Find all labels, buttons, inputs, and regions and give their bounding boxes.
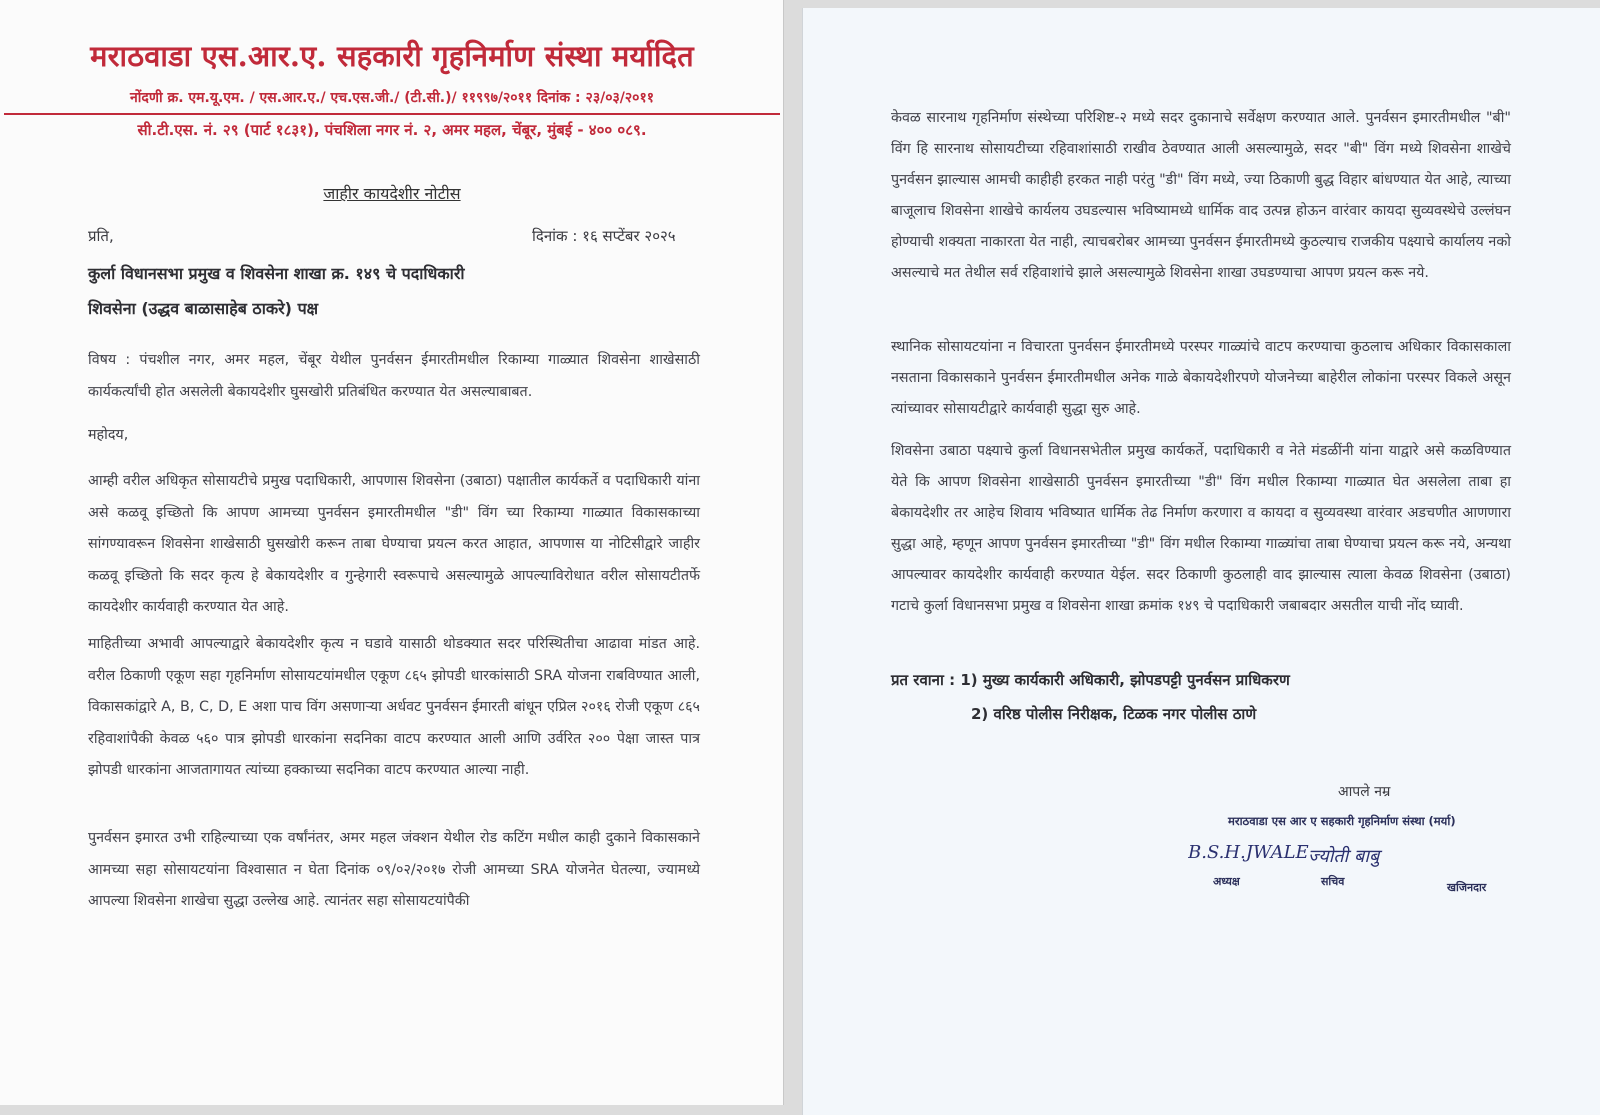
letter-page-1: [0, 0, 784, 1105]
role-president: अध्यक्ष: [1213, 875, 1240, 888]
body-paragraph-5: स्थानिक सोसायटयांना न विचारता पुनर्वसन ईमारतीमध्ये परस्पर गाळ्यांचे वाटप करण्याचा कुठलाच अधिकार विकासकाला नसताना विकासकाने पुनर्वसन ईमारतीमधील अनेक गाळे बेकायदेशीरपणे योजनेच्या बाहेरील लोकांना परस्पर विकले असून त्यांच्यावर सोसायटीद्वारे कार्यवाही सुद्धा सुरु आहे.: [891, 339, 1511, 417]
closing-text: आपले नम्र: [1338, 784, 1391, 800]
body-paragraph-6: शिवसेना उबाठा पक्ष्याचे कुर्ला विधानसभेतील प्रमुख कार्यकर्ते, पदाधिकारी व नेते मंडळींनी यांना याद्वारे असे कळविण्यात येते कि आपण शिवसेना शाखेसाठी पुनर्वसन इमारतीच्या "डी" विंग मधील रिकाम्या गाळ्यात घेत असलेला ताबा हा बेकायदेशीर तर आहेच शिवाय भविष्यात धार्मिक तेढ निर्माण करणारा व कायदा व सुव्यवस्था वारंवार अडचणीत आणणारा सुद्धा आहे, म्हणून आपण पुनर्वसन इमारतीच्या "डी" विंग मधील रिकाम्या गाळ्यांचा ताबा घेण्याचा प्रयत्न करू नये, अन्यथा आपल्यावर कायदेशीर कार्यवाही करण्यात येईल. सदर ठिकाणी कुठलाही वाद झाल्यास त्याला केवळ शिवसेना (उबाठा) गटाचे कुर्ला विधानसभा प्रमुख व शिवसेना शाखा क्रमांक १४९ चे पदाधिकारी जबाबदार असतील याची नोंद घ्यावी.: [891, 443, 1511, 614]
salutation: महोदय,: [88, 427, 129, 443]
signature-president: B.S.H.JWALE: [1188, 842, 1309, 863]
registration-number: नोंदणी क्र. एम.यू.एम. / एस.आर.ए./ एच.एस.जी./ (टी.सी.)/ ११९९७/२०११ दिनांक : २३/०३/२०११: [130, 90, 654, 106]
addressee-line-1: कुर्ला विधानसभा प्रमुख व शिवसेना शाखा क्र. १४९ चे पदाधिकारी: [88, 264, 465, 283]
signatory-organization: मराठवाडा एस आर ए सहकारी गृहनिर्माण संस्था (मर्या): [1228, 814, 1456, 828]
body-paragraph-4: केवळ सारनाथ गृहनिर्माण संस्थेच्या परिशिष्ट-२ मध्ये सदर दुकानाचे सर्वेक्षण करण्यात आले. पुनर्वसन इमारतीमधील "बी" विंग हि सारनाथ सोसायटीच्या रहिवाशांसाठी राखीव ठेवण्यात आली असल्यामुळे, सदर "बी" विंग मध्ये शिवसेना शाखेचे पुनर्वसन झाल्यास आमची काहीही हरकत नाही परंतु "डी" विंग मध्ये, ज्या ठिकाणी बुद्ध विहार बांधण्यात येत आहे, त्याच्या बाजूलाच शिवसेना शाखेचे कार्यलय उघडल्यास भविष्यामध्ये धार्मिक वाद उत्पन्न होऊन वारंवार कायदा सुव्यवस्थेचे उल्लंघन होण्याची शक्यता नाकारता येत नाही, त्याचबरोबर आमच्या पुनर्वसन ईमारतीमध्ये कुठल्याच राजकीय पक्ष्याचे कार्यालय नको असल्याचे मत तेथील सर्व रहिवाशांचे झाले असल्यामुळे शिवसेना शाखा उघडण्याचा आपण प्रयत्न करू नये.: [891, 110, 1511, 281]
role-secretary: सचिव: [1321, 875, 1345, 888]
copy-to-line-2: 2) वरिष्ठ पोलीस निरीक्षक, टिळक नगर पोलीस ठाणे: [971, 705, 1257, 723]
copy-to-line-1: प्रत रवाना : 1) मुख्य कार्यकारी अधिकारी, झोपडपट्टी पुनर्वसन प्राधिकरण: [891, 671, 1290, 689]
addressee-line-2: शिवसेना (उद्धव बाळासाहेब ठाकरे) पक्ष: [88, 299, 319, 318]
signature-secretary: ज्योती बाबु: [1308, 846, 1380, 867]
body-paragraph-3: पुनर्वसन इमारत उभी राहिल्याच्या एक वर्षांनंतर, अमर महल जंक्शन येथील रोड कटिंग मधील काही दुकाने विकासकाने आमच्या सहा सोसायटयांना विश्वासात न घेता दिनांक ०९/०२/२०१७ रोजी आमच्या SRA योजनेत घेतल्या, ज्यामध्ये आपल्या शिवसेना शाखेचा सुद्धा उल्लेख आहे. त्यानंतर सहा सोसायटयांपैकी: [88, 830, 700, 909]
handwritten-signatures: [1188, 828, 1488, 878]
notice-heading: जाहीर कायदेशीर नोटीस: [323, 184, 461, 203]
body-paragraph-2: माहितीच्या अभावी आपल्याद्वारे बेकायदेशीर कृत्य न घडावे यासाठी थोडक्यात सदर परिस्थितीचा आढावा मांडत आहे. वरील ठिकाणी एकूण सहा गृहनिर्माण सोसायटयांमधील एकूण ८६५ झोपडी धारकांसाठी SRA योजना राबविण्यात आली, विकासकांद्वारे A, B, C, D, E अशा पाच विंग असणाऱ्या अर्धवट पुनर्वसन ईमारती बांधून एप्रिल २०१६ रोजी एकूण ८६५ रहिवाशांपैकी केवळ ५६० पात्र झोपडी धारकांना सदनिका वाटप करण्यात आली आणि उर्वरित २०० पेक्षा जास्त पात्र झोपडी धारकांना आजतागायत त्यांच्या हक्काच्या सदनिका वाटप करण्यात आल्या नाही.: [88, 636, 700, 778]
role-treasurer: खजिनदार: [1447, 881, 1487, 894]
notice-date: दिनांक : १६ सप्टेंबर २०२५: [532, 227, 676, 245]
letterhead-divider: [4, 113, 780, 115]
letter-page-2: [802, 8, 1600, 1115]
letterhead-address: सी.टी.एस. नं. २९ (पार्ट १८३१), पंचशिला नगर नं. २, अमर महल, चेंबूर, मुंबई - ४०० ०८९.: [137, 121, 647, 139]
letterhead-title: मराठवाडा एस.आर.ए. सहकारी गृहनिर्माण संस्था मर्यादित: [90, 39, 694, 73]
to-label: प्रति,: [88, 227, 114, 245]
subject-paragraph: विषय : पंचशील नगर, अमर महल, चेंबूर येथील पुनर्वसन ईमारतीमधील रिकाम्या गाळ्यात शिवसेना शाखेसाठी कार्यकर्त्यांची होत असलेली बेकायदेशीर घुसखोरी प्रतिबंधित करण्यात येत असल्याबाबत.: [88, 352, 700, 400]
body-paragraph-1: आम्ही वरील अधिकृत सोसायटीचे प्रमुख पदाधिकारी, आपणास शिवसेना (उबाठा) पक्षातील कार्यकर्ते व पदाधिकारी यांना असे कळवू इच्छितो कि आपण आमच्या पुनर्वसन इमारतीमधील "डी" विंग च्या रिकाम्या गाळ्यात विकासकाच्या सांगण्यावरून शिवसेना शाखेसाठी घुसखोरी करून ताबा घेण्याचा प्रयत्न करत आहात, आपणास या नोटिसीद्वारे जाहीर कळवू इच्छितो कि सदर कृत्य हे बेकायदेशीर व गुन्हेगारी स्वरूपाचे असल्यामुळे आपल्याविरोधात वरील सोसायटीतर्फे कायदेशीर कार्यवाही करण्यात येत आहे.: [88, 473, 700, 615]
